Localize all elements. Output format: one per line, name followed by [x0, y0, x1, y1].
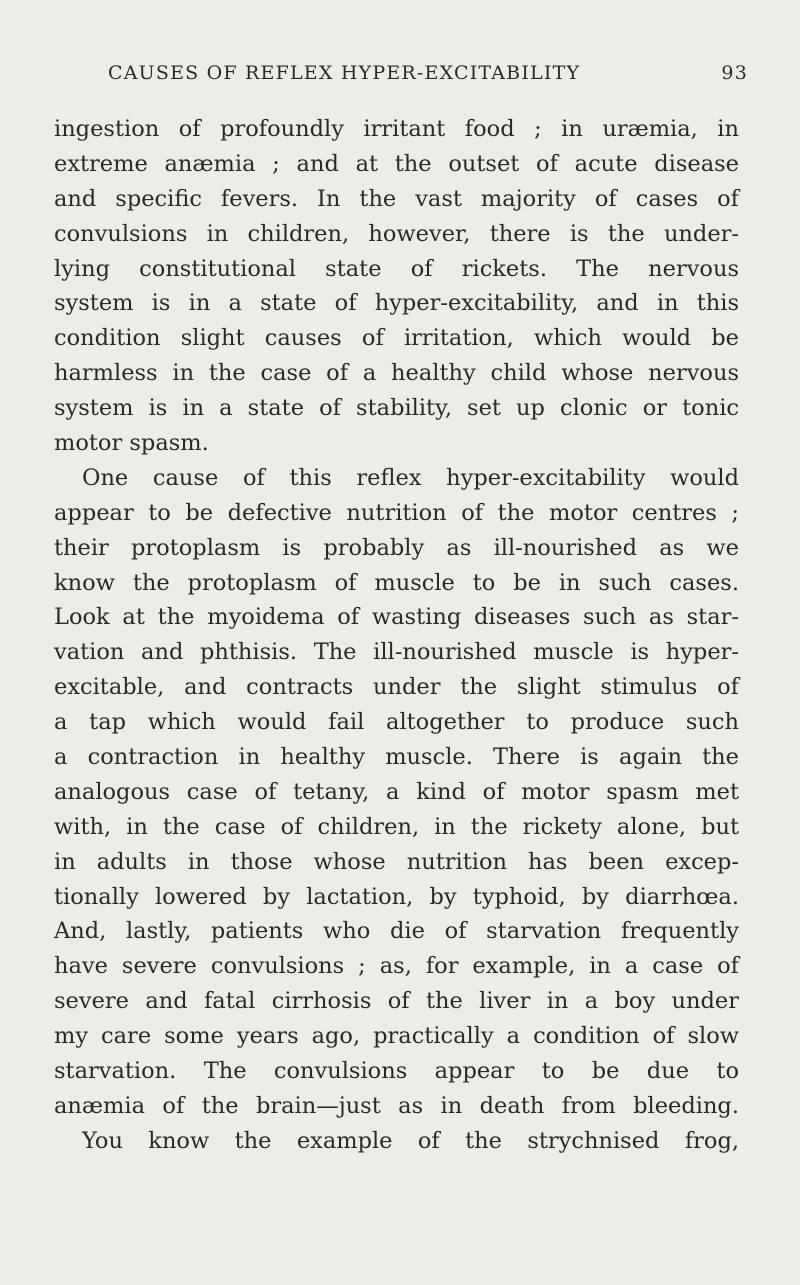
text-line: anæmia of the brain—just as in death from bleeding. [54, 1092, 739, 1119]
text-line: have severe convulsions ; as, for example, in a case of [54, 953, 739, 980]
text-line: know the protoplasm of muscle to be in such cases. [54, 569, 739, 596]
text-line: extreme anæmia ; and at the outset of acute disease [54, 150, 739, 177]
text-line: a contraction in healthy muscle. There is again the [54, 744, 739, 771]
text-line: appear to be defective nutrition of the motor centres ; [54, 499, 739, 526]
text-line: system is in a state of hyper-excitability, and in this [54, 290, 739, 317]
text-line: convulsions in children, however, there is the under- [54, 220, 739, 247]
text-line: analogous case of tetany, a kind of motor spasm met [54, 778, 739, 805]
text-line: starvation. The convulsions appear to be due to [54, 1058, 739, 1085]
text-line: excitable, and contracts under the slight stimulus of [54, 674, 739, 701]
running-head [108, 62, 748, 90]
running-title: CAUSES OF REFLEX HYPER-EXCITABILITY [108, 62, 581, 84]
text-line: condition slight causes of irritation, which would be [54, 325, 739, 352]
text-line: with, in the case of children, in the rickety alone, but [54, 813, 739, 840]
text-line: severe and fatal cirrhosis of the liver in a boy under [54, 988, 739, 1015]
text-line: system is in a state of stability, set up clonic or tonic [54, 395, 739, 422]
text-line: motor spasm. [54, 430, 209, 457]
text-line: Look at the myoidema of wasting diseases such as star- [54, 604, 739, 631]
body-text [54, 112, 739, 1159]
text-line: One cause of this reflex hyper-excitability would [82, 464, 739, 491]
text-line: my care some years ago, practically a condition of slow [54, 1023, 739, 1050]
text-line: You know the example of the strychnised frog, [82, 1127, 739, 1154]
text-line: vation and phthisis. The ill-nourished muscle is hyper- [54, 639, 739, 666]
text-line: their protoplasm is probably as ill-nourished as we [54, 534, 739, 561]
text-line: lying constitutional state of rickets. The nervous [54, 255, 739, 282]
page-number: 93 [721, 62, 748, 84]
text-line: harmless in the case of a healthy child whose nervous [54, 360, 739, 387]
text-line: and specific fevers. In the vast majority of cases of [54, 185, 739, 212]
text-line: tionally lowered by lactation, by typhoid, by diarrhœa. [54, 883, 739, 910]
text-line: a tap which would fail altogether to produce such [54, 709, 739, 736]
text-line: And, lastly, patients who die of starvation frequently [54, 918, 739, 945]
text-line: in adults in those whose nutrition has been excep- [54, 848, 739, 875]
text-line: ingestion of profoundly irritant food ; in uræmia, in [54, 116, 739, 142]
